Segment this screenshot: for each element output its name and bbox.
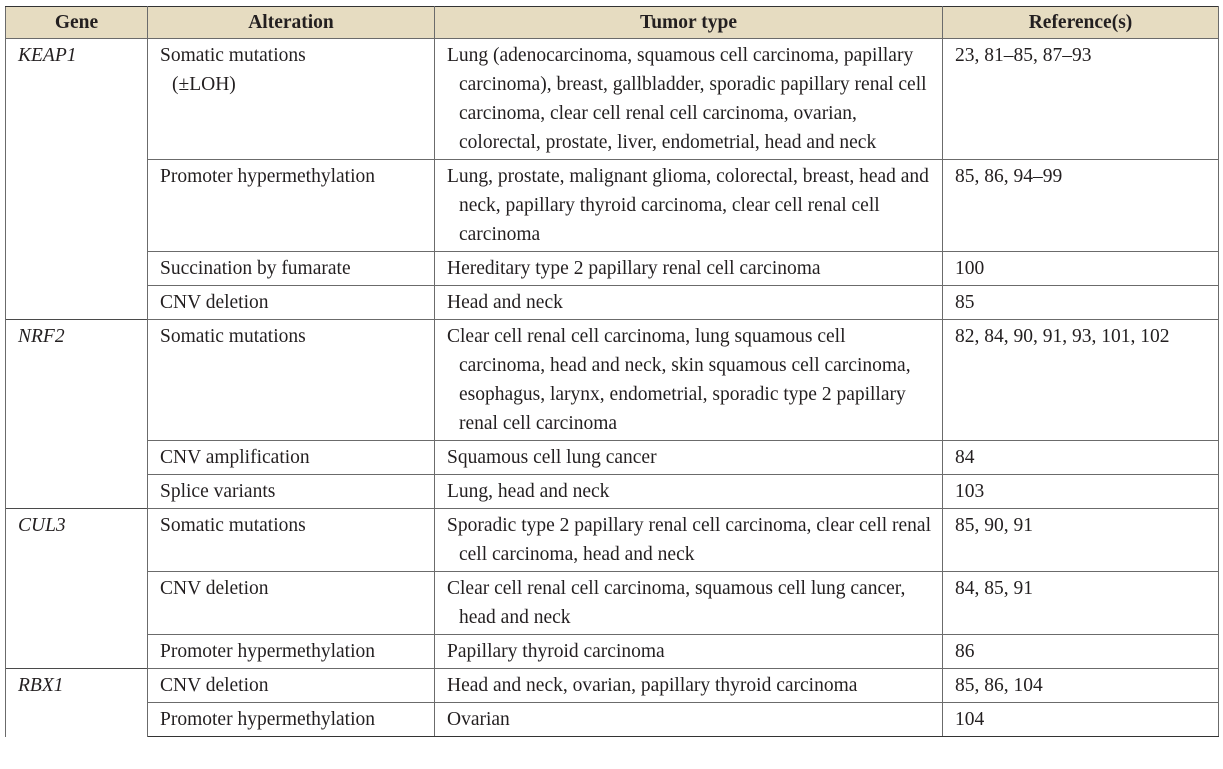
refs-cell: 103 (943, 475, 1219, 509)
refs-cell: 85, 86, 94–99 (943, 160, 1219, 252)
alteration-cell: CNV deletion (148, 669, 435, 703)
tumor-cell (435, 286, 943, 320)
alteration-cell: CNV deletion (148, 572, 435, 635)
table-row (6, 475, 1219, 509)
alteration-cell: Splice variants (148, 475, 435, 509)
table-row (6, 635, 1219, 669)
table-row (6, 441, 1219, 475)
table-row (6, 703, 1219, 737)
tumor-text: Head and neck (447, 292, 563, 313)
tumor-cell (435, 160, 943, 252)
table-row (6, 39, 1219, 160)
alteration-cell: Succination by fumarate (148, 252, 435, 286)
refs-cell: 82, 84, 90, 91, 93, 101, 102 (943, 320, 1219, 441)
tumor-cell (435, 635, 943, 669)
gene-cell: KEAP1 (6, 39, 148, 320)
tumor-text: Papillary thyroid carcinoma (447, 641, 665, 662)
table-row (6, 252, 1219, 286)
tumor-text: Hereditary type 2 papillary renal cell carcinoma (447, 258, 821, 279)
alteration-cell: Somatic mutations (148, 320, 435, 441)
gene-cell: CUL3 (6, 509, 148, 669)
tumor-text: Clear cell renal cell carcinoma, squamous cell lung cancer, head and neck (447, 578, 906, 628)
alteration-cell: Somatic mutations (148, 509, 435, 572)
tumor-cell (435, 475, 943, 509)
refs-cell: 100 (943, 252, 1219, 286)
alteration-sublabel: (±LOH) (172, 74, 236, 95)
table-row (6, 669, 1219, 703)
alterations-table (5, 6, 1219, 737)
table-row (6, 160, 1219, 252)
tumor-text: Head and neck, ovarian, papillary thyroid carcinoma (447, 675, 858, 696)
refs-cell: 84 (943, 441, 1219, 475)
alteration-cell: Promoter hypermethylation (148, 635, 435, 669)
refs-cell: 23, 81–85, 87–93 (943, 39, 1219, 160)
refs-cell: 85 (943, 286, 1219, 320)
tumor-text: Sporadic type 2 papillary renal cell carcinoma, clear cell renal cell carcinoma, head and neck (447, 515, 932, 565)
tumor-cell (435, 39, 943, 160)
alteration-cell: CNV deletion (148, 286, 435, 320)
header-alteration: Alteration (148, 7, 435, 39)
table-row (6, 320, 1219, 441)
refs-cell: 84, 85, 91 (943, 572, 1219, 635)
gene-cell: RBX1 (6, 669, 148, 737)
tumor-cell (435, 509, 943, 572)
tumor-cell (435, 703, 943, 737)
tumor-text: Clear cell renal cell carcinoma, lung squamous cell carcinoma, head and neck, skin squamous cell carcinoma, esophagus, larynx, endometrial, sporadic type 2 papillary renal cell carcinoma (447, 326, 911, 434)
tumor-text: Lung, prostate, malignant glioma, colorectal, breast, head and neck, papillary thyroid carcinoma, clear cell renal cell carcinoma (447, 166, 929, 245)
refs-cell: 85, 90, 91 (943, 509, 1219, 572)
table-row (6, 509, 1219, 572)
header-gene: Gene (6, 7, 148, 39)
tumor-cell (435, 669, 943, 703)
tumor-cell (435, 441, 943, 475)
table-header (6, 7, 1219, 39)
alteration-cell: Promoter hypermethylation (148, 703, 435, 737)
table-row (6, 572, 1219, 635)
refs-cell: 86 (943, 635, 1219, 669)
header-row (6, 7, 1219, 39)
tumor-text: Lung (adenocarcinoma, squamous cell carcinoma, papillary carcinoma), breast, gallbladder, sporadic papillary renal cell carcinoma, clear cell renal cell carcinoma, ovarian, colorectal, prostate, liver, endometrial, head and neck (447, 45, 927, 153)
gene-cell: NRF2 (6, 320, 148, 509)
tumor-cell (435, 320, 943, 441)
alteration-cell: CNV amplification (148, 441, 435, 475)
alteration-label: Somatic mutations (160, 45, 306, 66)
alteration-cell (148, 39, 435, 160)
header-references: Reference(s) (943, 7, 1219, 39)
tumor-cell (435, 252, 943, 286)
tumor-text: Lung, head and neck (447, 481, 610, 502)
alteration-cell: Promoter hypermethylation (148, 160, 435, 252)
table-row (6, 286, 1219, 320)
tumor-cell (435, 572, 943, 635)
header-tumor-type: Tumor type (435, 7, 943, 39)
tumor-text: Ovarian (447, 709, 510, 730)
table-body (6, 39, 1219, 737)
refs-cell: 85, 86, 104 (943, 669, 1219, 703)
tumor-text: Squamous cell lung cancer (447, 447, 657, 468)
refs-cell: 104 (943, 703, 1219, 737)
